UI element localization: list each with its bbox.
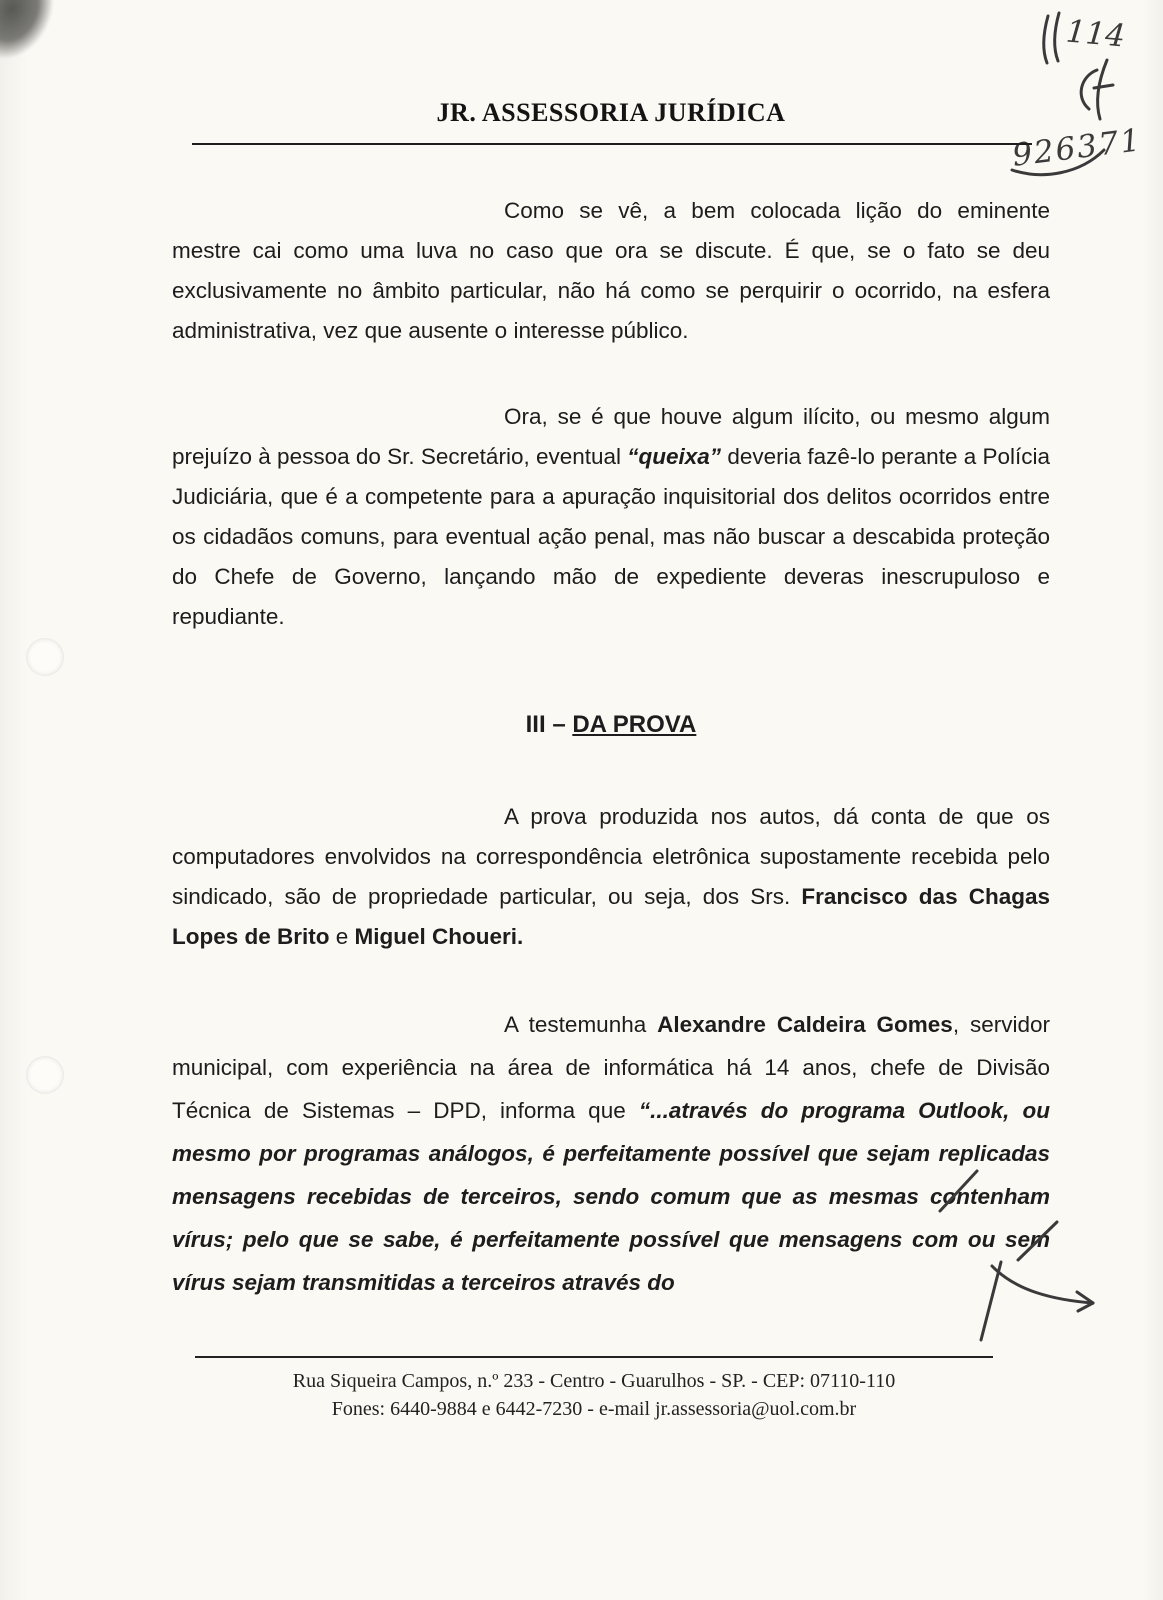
hole-punch xyxy=(26,638,64,676)
pen-stroke xyxy=(1077,1292,1093,1303)
paragraph: A prova produzida nos autos, dá conta de que os computadores envolvidos na correspondência eletrônica supostamente recebida pelo sindicado, são de propriedade particular, ou seja, dos Srs. Francisco das Chagas Lopes de Brito e Miguel Choueri. xyxy=(172,804,1050,949)
header-title: JR. ASSESSORIA JURÍDICA xyxy=(436,98,786,127)
paragraph: Como se vê, a bem colocada lição do eminente mestre cai como uma luva no caso que ora se discute. É que, se o fato se deu exclusivamente no âmbito particular, não há como se perquirir o ocorrido, na esfera administrativa, vez que ausente o interesse público. xyxy=(172,198,1050,343)
handwritten-mark xyxy=(1044,16,1048,63)
paragraph-quote: A testemunha Alexandre Caldeira Gomes, servidor municipal, com experiência na área de informática há 14 anos, chefe de Divisão Técnica de Sistemas – DPD, informa que “...através do programa Outlook, ou mesmo por programas análogos, é perfeitamente possível que sejam replicadas mensagens recebidas de terceiros, sendo comum que as mesmas contenham vírus; pelo que se sabe, é perfeitamente possível que mensagens com ou sem vírus sejam transmitidas a terceiros através do xyxy=(172,1012,1050,1295)
handwritten-mark xyxy=(1081,70,1097,109)
footer-contact: Fones: 6440-9884 e 6442-7230 - e-mail jr.assessoria@uol.com.br xyxy=(331,1398,857,1420)
paragraph: Ora, se é que houve algum ilícito, ou mesmo algum prejuízo à pessoa do Sr. Secretário, eventual “queixa” deveria fazê-lo perante a Polícia Judiciária, que é a competente para a apuração inquisitorial dos delitos ocorridos entre os cidadãos comuns, para eventual ação penal, mas não buscar a descabida proteção do Chefe de Governo, lançando mão de expediente deveras inescrupuloso e repudiante. xyxy=(172,404,1051,629)
footer-address: Rua Siqueira Campos, n.º 233 - Centro - Guarulhos - SP. - CEP: 07110-110 xyxy=(292,1370,896,1392)
handwritten-mark xyxy=(1094,85,1113,88)
section-heading: III – DA PROVA xyxy=(525,711,697,738)
handwritten-folio: 114 xyxy=(1064,13,1127,55)
footer-rule xyxy=(195,1356,993,1358)
hole-punch xyxy=(26,1056,64,1094)
document-body xyxy=(172,98,1050,1304)
footer xyxy=(195,1356,993,1423)
handwritten-number: 926371 xyxy=(1010,122,1145,174)
handwritten-mark xyxy=(1098,60,1107,119)
pen-stroke xyxy=(1078,1303,1093,1311)
header-rule xyxy=(192,143,1032,145)
scan-smudge xyxy=(0,0,58,70)
handwritten-mark xyxy=(1055,13,1059,61)
